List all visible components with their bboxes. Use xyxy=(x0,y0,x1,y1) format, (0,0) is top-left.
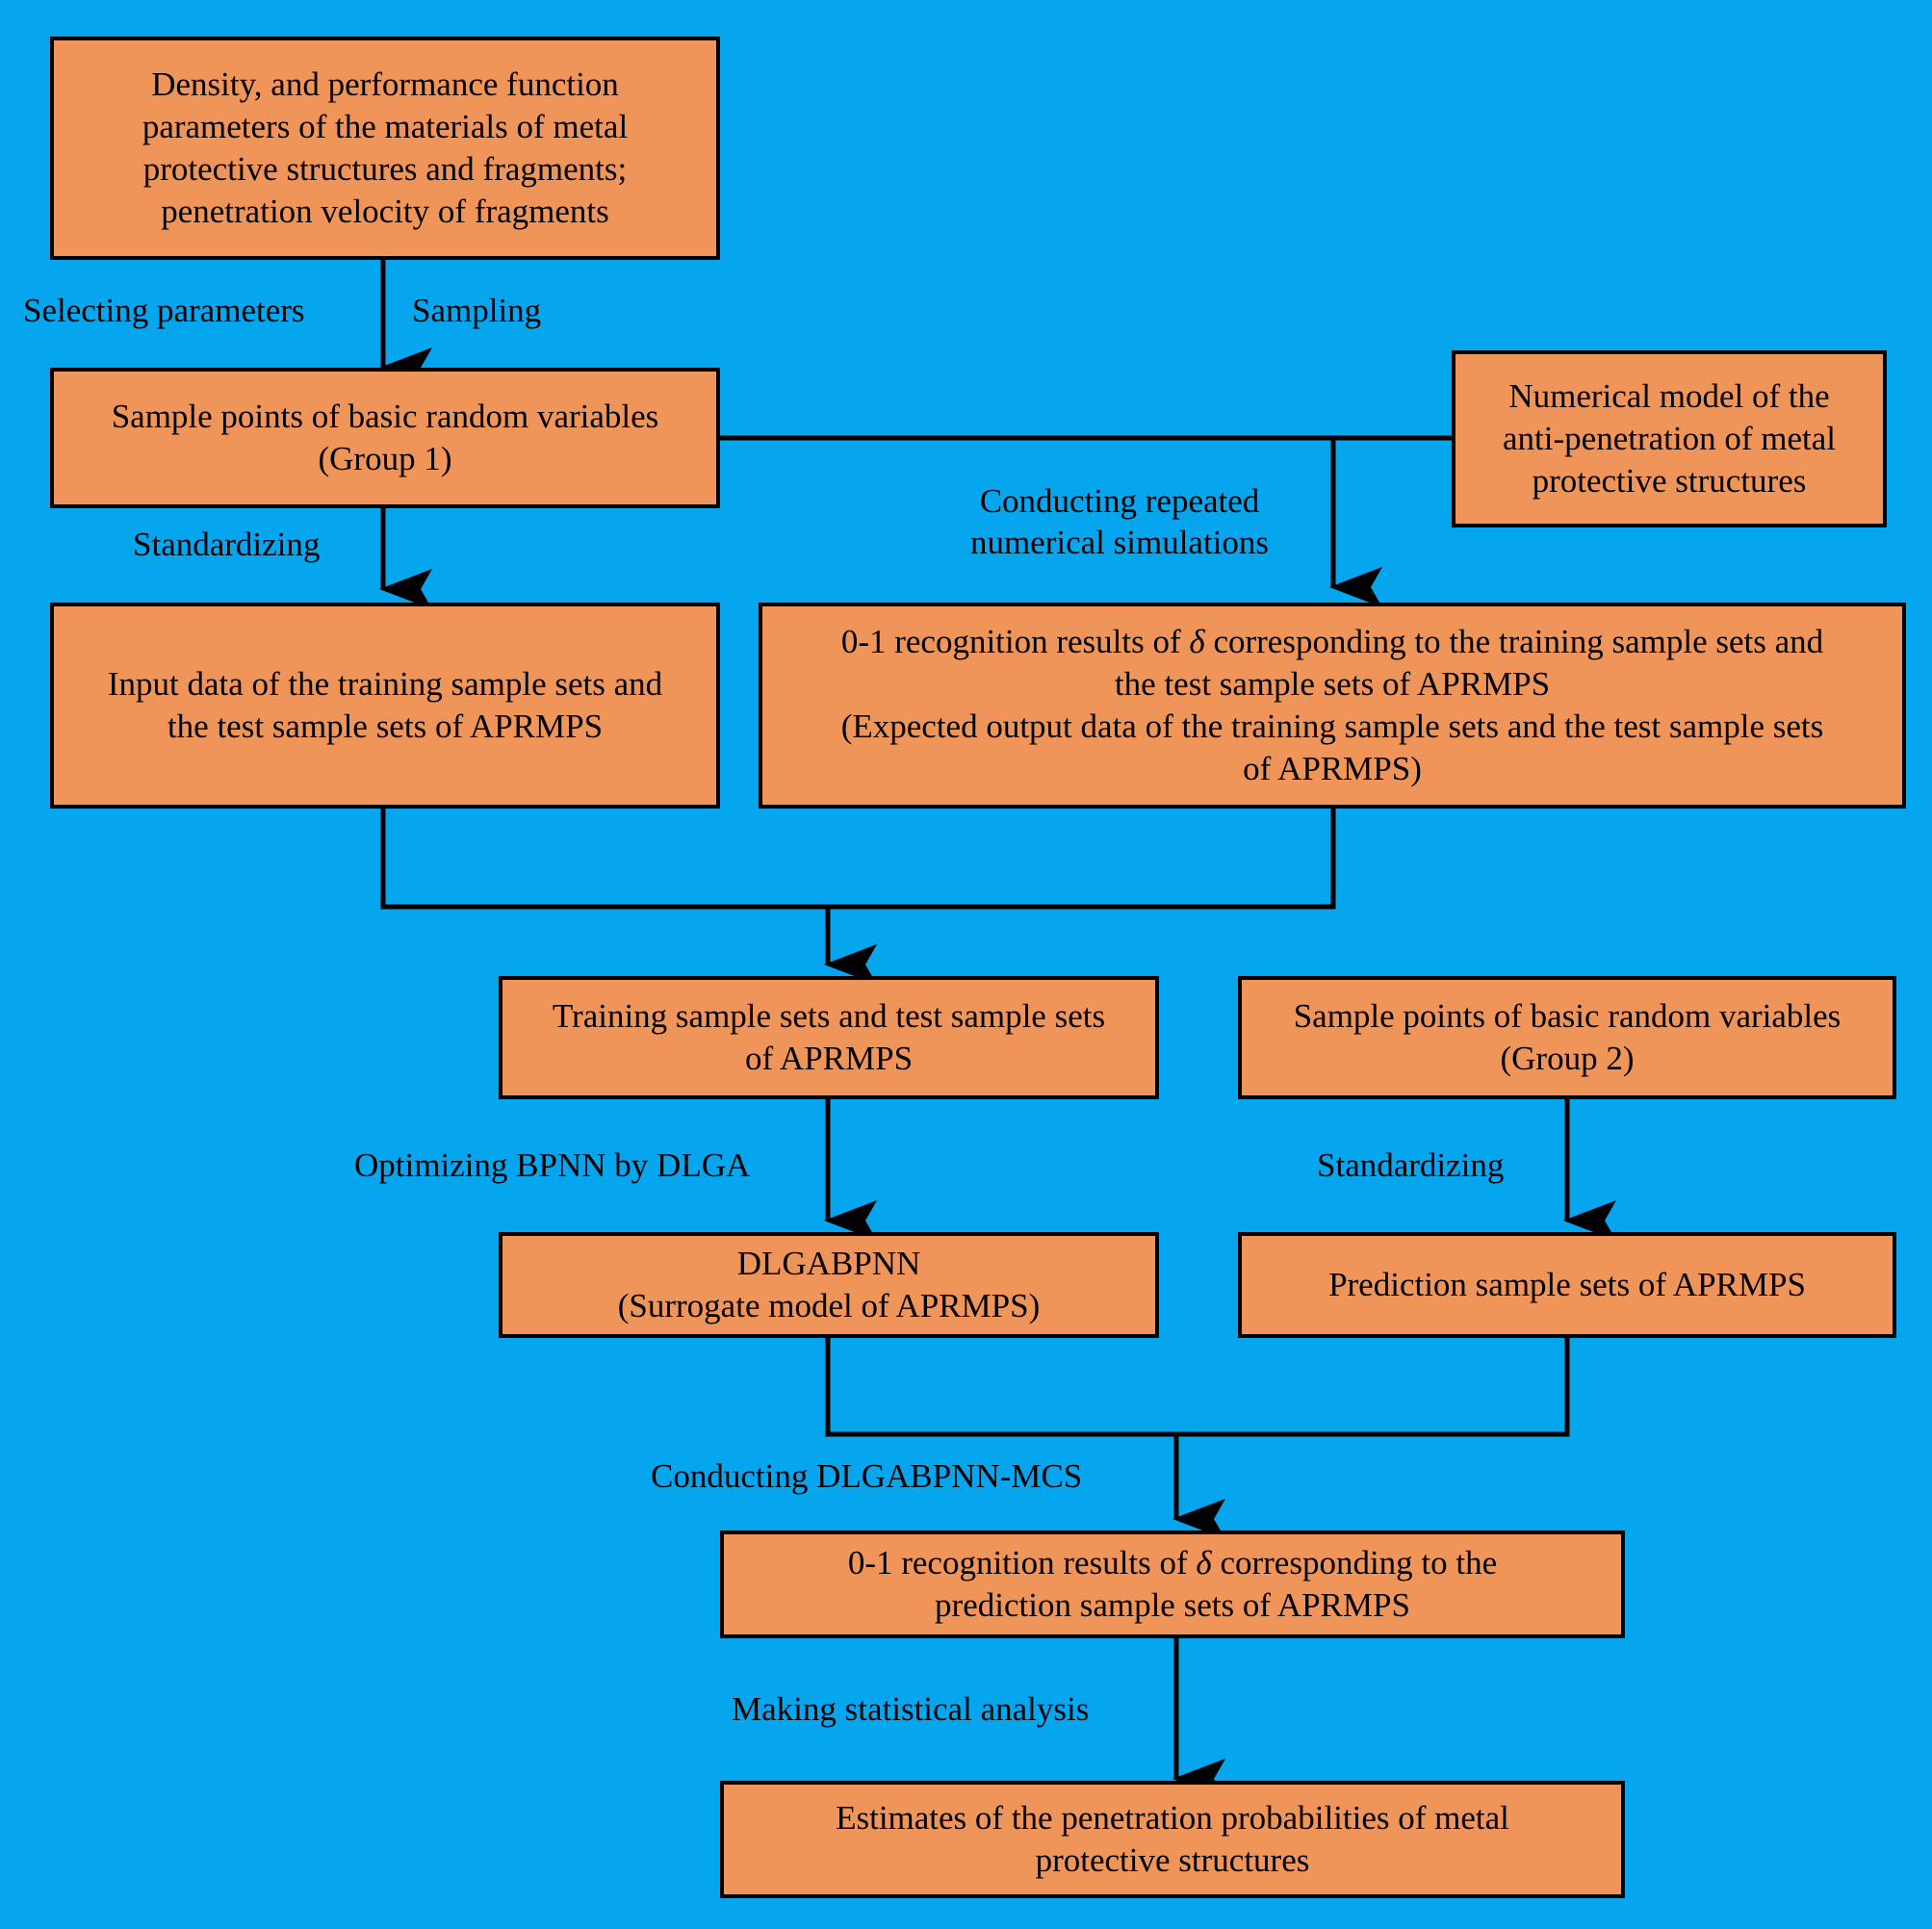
node-input-data[interactable] xyxy=(50,603,720,809)
edge-label-standardizing-1: Standardizing xyxy=(133,526,321,563)
node-group1-text xyxy=(67,396,703,480)
connector-merge-to-recognition-prediction xyxy=(828,1338,1567,1434)
node-numerical-model-line-2: anti-penetration of metal xyxy=(1503,419,1836,457)
node-sample-points-group-1[interactable] xyxy=(50,368,720,508)
node-group2-text xyxy=(1255,995,1879,1080)
node-input-data-line-2: the test sample sets of APRMPS xyxy=(167,707,604,745)
node-recognition-training-text xyxy=(772,621,1893,790)
node-estimates-line-2: protective structures xyxy=(1035,1841,1310,1879)
node-numerical-model-line-3: protective structures xyxy=(1532,462,1807,501)
node-sample-points-group-2[interactable] xyxy=(1238,976,1896,1099)
node-inputs-line-1: Density, and performance function xyxy=(151,64,619,103)
node-estimates-text xyxy=(737,1797,1608,1882)
node-prediction-sample-sets[interactable] xyxy=(1238,1232,1896,1338)
edge-label-standardizing-2: Standardizing xyxy=(1317,1146,1505,1184)
node-estimates[interactable] xyxy=(720,1781,1625,1898)
node-group1-line-1: Sample points of basic random variables xyxy=(111,397,659,435)
node-inputs-line-2: parameters of the materials of metal xyxy=(142,107,629,145)
node-inputs-line-4: penetration velocity of fragments xyxy=(161,193,609,231)
node-recognition-training-line-3: (Expected output data of the training sample sets and the test sample sets xyxy=(840,707,1824,745)
node-numerical-model[interactable] xyxy=(1452,350,1887,527)
node-dlgabpnn[interactable] xyxy=(499,1232,1159,1338)
node-dlgabpnn-text xyxy=(516,1243,1142,1327)
edge-label-making-statistical-analysis: Making statistical analysis xyxy=(732,1690,1090,1728)
node-dlgabpnn-line-1: DLGABPNN xyxy=(736,1244,921,1282)
node-recognition-training[interactable] xyxy=(759,603,1906,809)
node-training-and-test-sample-sets[interactable] xyxy=(499,976,1159,1099)
node-numerical-model-line-1: Numerical model of the xyxy=(1508,376,1830,415)
node-recognition-prediction[interactable] xyxy=(720,1530,1625,1638)
node-inputs[interactable] xyxy=(50,37,720,260)
node-inputs-line-3: protective structures and fragments; xyxy=(142,150,628,188)
node-inputs-text xyxy=(67,64,703,233)
node-recognition-prediction-text xyxy=(737,1542,1608,1627)
node-recognition-prediction-line-2: prediction sample sets of APRMPS xyxy=(935,1586,1410,1624)
node-recognition-prediction-line-1: 0-1 recognition results of δ corresponding to the xyxy=(847,1543,1498,1582)
edge-label-conducting-simulations xyxy=(951,481,1288,563)
connector-merge-to-training-sets xyxy=(383,809,1333,907)
node-input-data-line-1: Input data of the training sample sets and xyxy=(107,664,663,703)
edge-label-conducting-simulations-line-1: Conducting repeated xyxy=(979,482,1260,520)
node-estimates-line-1: Estimates of the penetration probabilities of metal xyxy=(836,1798,1509,1837)
node-recognition-training-line-2: the test sample sets of APRMPS xyxy=(1114,664,1551,703)
node-group2-line-2: (Group 2) xyxy=(1500,1040,1635,1077)
edge-label-selecting-parameters: Selecting parameters xyxy=(23,292,305,329)
node-input-data-text xyxy=(67,663,703,748)
edge-label-optimizing-bpnn: Optimizing BPNN by DLGA xyxy=(354,1146,751,1184)
node-recognition-training-line-4: of APRMPS) xyxy=(1243,750,1422,788)
edge-label-sampling: Sampling xyxy=(412,292,542,329)
node-dlgabpnn-line-2: (Surrogate model of APRMPS) xyxy=(617,1287,1041,1325)
edge-label-conducting-mcs: Conducting DLGABPNN-MCS xyxy=(651,1457,1083,1495)
node-numerical-model-text xyxy=(1469,375,1869,502)
node-group2-line-1: Sample points of basic random variables xyxy=(1293,996,1842,1035)
node-training-sets-line-2: of APRMPS xyxy=(744,1040,914,1077)
edge-label-conducting-simulations-line-2: numerical simulations xyxy=(969,523,1270,561)
node-prediction-sets-text xyxy=(1255,1264,1879,1306)
node-group1-line-2: (Group 1) xyxy=(318,440,452,477)
node-training-sets-text xyxy=(516,995,1142,1080)
node-recognition-training-line-1: 0-1 recognition results of δ corresponding to the training sample sets and xyxy=(840,622,1824,660)
node-training-sets-line-1: Training sample sets and test sample sets xyxy=(552,996,1106,1035)
node-prediction-sets-line-1: Prediction sample sets of APRMPS xyxy=(1328,1265,1806,1303)
